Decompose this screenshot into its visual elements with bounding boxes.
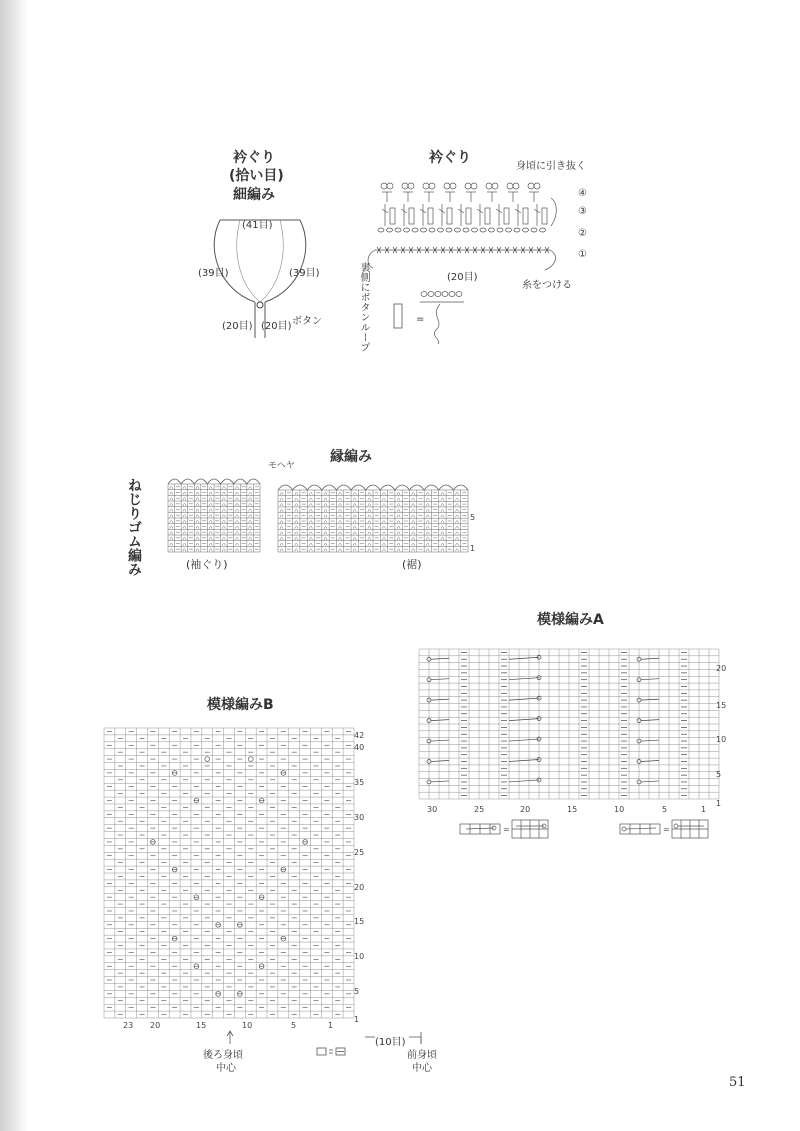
pull-through-note: 身頃に引き抜く xyxy=(516,161,586,172)
pattern-b-row-15: 15 xyxy=(354,917,365,926)
collar-chart-count: (20目) xyxy=(447,272,478,283)
collar-right-count: (39目) xyxy=(289,268,320,279)
front-center-label-line1: 前身頃 xyxy=(407,1050,437,1061)
pattern-a-col-20: 20 xyxy=(520,805,531,814)
pattern-b-col-15: 15 xyxy=(196,1021,207,1030)
pattern-a-row-1: 1 xyxy=(716,799,722,808)
pattern-b-grid xyxy=(104,728,354,1018)
pattern-b-legend xyxy=(317,1047,349,1057)
button-loop-note: 裏側にボタンループ xyxy=(358,262,369,352)
hem-row-1: 1 xyxy=(470,544,476,553)
hem-rib-chart xyxy=(278,480,478,554)
row-label-3: ③ xyxy=(578,206,587,217)
pattern-b-row-42: 42 xyxy=(354,731,365,740)
button-loop-detail xyxy=(390,286,470,346)
crochet-chart-marks xyxy=(368,183,556,270)
pattern-b-title: 模様編みB xyxy=(207,697,274,713)
pattern-b-col-5: 5 xyxy=(291,1021,297,1030)
pattern-b-row-5: 5 xyxy=(354,987,360,996)
pattern-b-row-35: 35 xyxy=(354,778,365,787)
pattern-a-row-15: 15 xyxy=(716,701,727,710)
pattern-b-row-20: 20 xyxy=(354,883,365,892)
pattern-b-col-10: 10 xyxy=(242,1021,253,1030)
collar-left-subtitle: (拾い目) xyxy=(229,168,284,184)
collar-bottom-right-count: (20目) xyxy=(261,321,292,332)
collar-left-title: 衿ぐり xyxy=(233,150,275,166)
page-number: 51 xyxy=(729,1075,746,1090)
armhole-label: (袖ぐり) xyxy=(186,558,228,571)
pattern-b-col-23: 23 xyxy=(123,1021,134,1030)
collar-top-count: (41目) xyxy=(242,220,273,231)
mohair-label: モヘヤ xyxy=(268,461,295,471)
hem-row-5: 5 xyxy=(470,513,476,522)
pattern-a-chart xyxy=(419,649,729,815)
collar-left-stitch: 細編み xyxy=(233,187,275,203)
pattern-a-col-25: 25 xyxy=(474,805,485,814)
pattern-a-col-5: 5 xyxy=(662,805,668,814)
book-spine-shadow xyxy=(0,0,28,1131)
collar-left-count: (39目) xyxy=(198,268,229,279)
pattern-a-row-5: 5 xyxy=(716,770,722,779)
armhole-rib-chart xyxy=(168,474,268,554)
pattern-a-legend-equals-1: = xyxy=(503,825,510,834)
front-center-label-line2: 中心 xyxy=(412,1063,432,1074)
pattern-b-col-1: 1 xyxy=(328,1021,334,1030)
pattern-a-legend-equals-2: = xyxy=(663,825,670,834)
pattern-a-col-30: 30 xyxy=(427,805,438,814)
collar-chart-title: 衿ぐり xyxy=(429,150,471,166)
pattern-b-row-1: 1 xyxy=(354,1015,360,1024)
pattern-a-col-10: 10 xyxy=(614,805,625,814)
pattern-a-col-1: 1 xyxy=(701,805,707,814)
armhole-chart-grid xyxy=(168,484,260,552)
button-label: ボタン xyxy=(292,316,322,327)
pattern-a-legend xyxy=(460,820,710,842)
edging-title: 縁編み xyxy=(330,449,372,465)
twisted-rib-label: ねじりゴム編み xyxy=(126,478,142,576)
back-center-label-line2: 中心 xyxy=(216,1063,236,1074)
button-loop-equals: = xyxy=(416,314,425,325)
pattern-b-col-20: 20 xyxy=(150,1021,161,1030)
row-label-4: ④ xyxy=(578,188,587,199)
row-label-1: ① xyxy=(578,249,587,260)
attach-yarn-note: 糸をつける xyxy=(522,280,572,291)
pattern-b-row-10: 10 xyxy=(354,952,365,961)
back-center-label-line1: 後ろ身頃 xyxy=(203,1050,243,1061)
pattern-a-row-20: 20 xyxy=(716,664,727,673)
pattern-a-row-10: 10 xyxy=(716,735,727,744)
pattern-b-row-25: 25 xyxy=(354,848,365,857)
pattern-b-row-40: 40 xyxy=(354,743,365,752)
row-label-2: ② xyxy=(578,228,587,239)
pattern-a-col-15: 15 xyxy=(567,805,578,814)
collar-crochet-chart xyxy=(365,178,585,268)
count-10-label: (10目) xyxy=(375,1037,406,1048)
hem-label: (裾) xyxy=(402,558,422,571)
pattern-b-chart xyxy=(104,728,360,1030)
pattern-a-title: 模様編みA xyxy=(537,612,604,628)
hem-chart-grid xyxy=(278,490,468,552)
collar-bottom-left-count: (20目) xyxy=(222,321,253,332)
pattern-b-row-30: 30 xyxy=(354,813,365,822)
